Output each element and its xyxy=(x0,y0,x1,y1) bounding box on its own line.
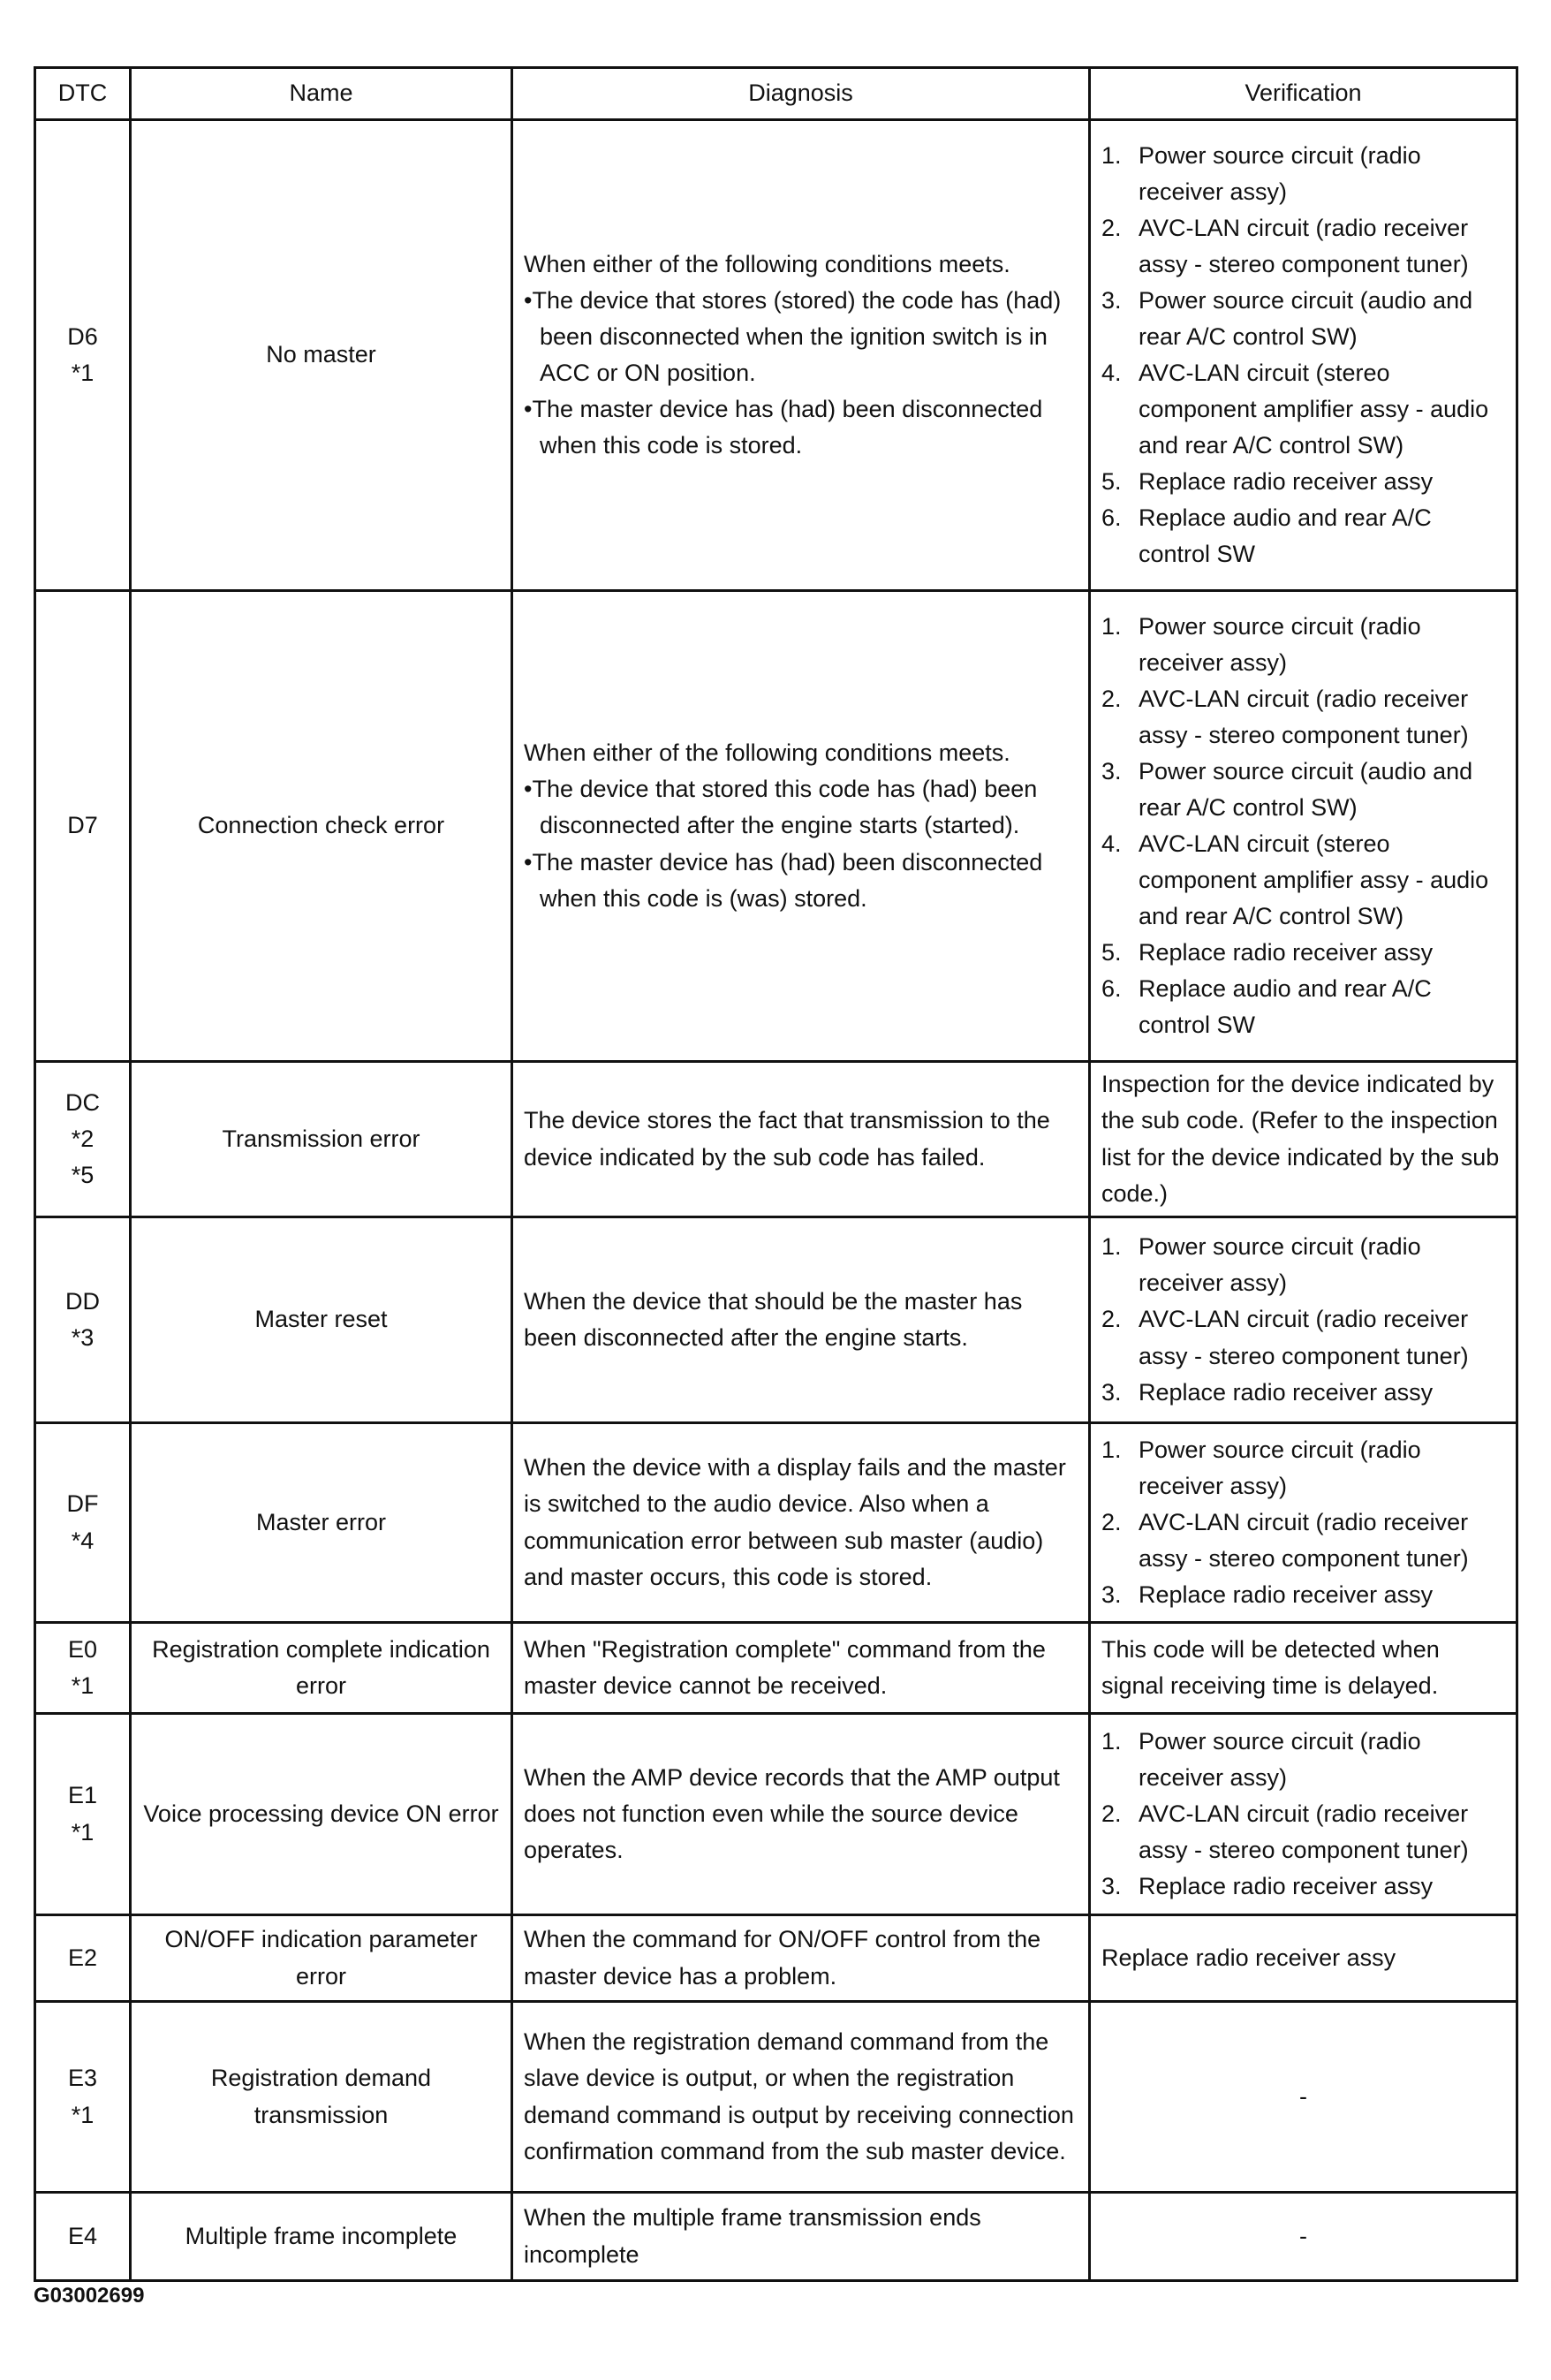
dtc-code-cell xyxy=(35,591,131,1062)
step-number: 1. xyxy=(1101,1727,1122,1755)
step-number: 6. xyxy=(1101,975,1122,1003)
dtc-code: E0 xyxy=(67,1635,98,1663)
diagnosis-cell xyxy=(512,1623,1090,1714)
dtc-code-cell xyxy=(35,2002,131,2193)
step-number: 6. xyxy=(1101,504,1122,532)
diagnosis-bullet-text: The device that stores (stored) the code has (had) been disconnected when the ignition switch is in ACC or ON position. xyxy=(532,286,1062,386)
verification-step xyxy=(1101,826,1505,935)
dtc-code-cell xyxy=(35,1623,131,1714)
dtc-code-cell xyxy=(35,1062,131,1217)
step-number: 3. xyxy=(1101,286,1122,314)
step-text: Power source circuit (radio receiver assy) xyxy=(1139,1233,1421,1297)
dtc-code-cell xyxy=(35,1217,131,1423)
verification-step xyxy=(1101,138,1505,210)
step-text: Power source circuit (radio receiver assy) xyxy=(1139,1436,1421,1499)
verification-step xyxy=(1101,935,1505,971)
step-number: 5. xyxy=(1101,468,1122,496)
step-text: Replace radio receiver assy xyxy=(1139,939,1434,966)
diagnosis-cell xyxy=(512,2002,1090,2193)
dtc-name: Voice processing device ON error xyxy=(131,1714,512,1915)
step-text: Power source circuit (radio receiver assy) xyxy=(1139,612,1421,676)
verification-steps xyxy=(1101,1229,1505,1410)
header-dtc: DTC xyxy=(35,68,131,120)
dtc-code: E2 xyxy=(67,1944,98,1971)
diagnosis-text: The device stores the fact that transmission to the device indicated by the sub code has failed. xyxy=(524,1107,1050,1171)
dtc-name: Registration complete indication error xyxy=(131,1623,512,1714)
diagnosis-cell xyxy=(512,1217,1090,1423)
verification-cell xyxy=(1090,120,1517,591)
dtc-code-cell xyxy=(35,120,131,591)
table-row xyxy=(35,2002,1517,2193)
diagnosis-bullet-text: The master device has (had) been disconnected when this code is (was) stored. xyxy=(532,848,1043,912)
step-text: Replace radio receiver assy xyxy=(1139,468,1434,496)
diagnosis-text: When the AMP device records that the AMP output does not function even while the source device operates. xyxy=(524,1763,1060,1864)
step-text: AVC-LAN circuit (radio receiver assy - stereo component tuner) xyxy=(1139,1306,1469,1369)
bullet-icon: • xyxy=(524,776,533,803)
verification-cell xyxy=(1090,2193,1517,2281)
verification-step xyxy=(1101,1796,1505,1868)
diagnosis-text: When either of the following conditions meets. xyxy=(524,250,1010,277)
header-verification: Verification xyxy=(1090,68,1517,120)
verification-cell xyxy=(1090,1062,1517,1217)
verification-cell xyxy=(1090,1623,1517,1714)
verification-step xyxy=(1101,283,1505,355)
step-text: AVC-LAN circuit (radio receiver assy - stereo component tuner) xyxy=(1139,1508,1469,1573)
step-text: Power source circuit (audio and rear A/C control SW) xyxy=(1139,757,1473,821)
table-row xyxy=(35,1915,1517,2002)
verification-step xyxy=(1101,1577,1505,1613)
dtc-footnote-mark: *1 xyxy=(71,360,95,386)
verification-cell xyxy=(1090,1915,1517,2002)
diagnosis-text: When the device that should be the master has been disconnected after the engine starts. xyxy=(524,1287,1023,1351)
step-text: Replace radio receiver assy xyxy=(1139,1581,1434,1609)
verification-step xyxy=(1101,1868,1505,1905)
dtc-code: E1 xyxy=(67,1782,98,1809)
verification-text: Replace radio receiver assy xyxy=(1101,1944,1396,1971)
dtc-name: Registration demand transmission xyxy=(131,2002,512,2193)
verification-step xyxy=(1101,754,1505,826)
verification-step xyxy=(1101,681,1505,754)
step-number: 4. xyxy=(1101,830,1122,857)
verification-cell xyxy=(1090,1714,1517,1915)
diagnosis-text: When the multiple frame transmission ends incomplete xyxy=(524,2204,981,2268)
bullet-icon: • xyxy=(524,286,533,314)
verification-step xyxy=(1101,464,1505,500)
step-number: 2. xyxy=(1101,214,1122,241)
verification-step xyxy=(1101,1375,1505,1411)
dtc-code: DF xyxy=(66,1490,99,1518)
dtc-code-cell xyxy=(35,1423,131,1623)
dtc-code: E4 xyxy=(67,2222,98,2249)
step-text: Power source circuit (audio and rear A/C control SW) xyxy=(1139,286,1473,350)
verification-text: - xyxy=(1299,2082,1307,2110)
table-header-row xyxy=(35,68,1517,120)
verification-steps xyxy=(1101,1432,1505,1613)
table-row xyxy=(35,1217,1517,1423)
dtc-footnote-mark: *1 xyxy=(71,2101,95,2128)
dtc-code-cell xyxy=(35,2193,131,2281)
step-number: 2. xyxy=(1101,1508,1122,1535)
verification-text: This code will be detected when signal receiving time is delayed. xyxy=(1101,1635,1440,1699)
step-number: 3. xyxy=(1101,1581,1122,1609)
table-body xyxy=(35,120,1517,2281)
header-name: Name xyxy=(131,68,512,120)
dtc-code: DC xyxy=(65,1088,100,1116)
dtc-table xyxy=(34,66,1518,2282)
step-number: 2. xyxy=(1101,1306,1122,1333)
step-number: 3. xyxy=(1101,757,1122,784)
dtc-code: D6 xyxy=(67,322,98,350)
verification-step xyxy=(1101,1432,1505,1505)
verification-step xyxy=(1101,500,1505,572)
verification-steps xyxy=(1101,609,1505,1043)
step-text: Power source circuit (radio receiver assy) xyxy=(1139,141,1421,205)
step-text: AVC-LAN circuit (stereo component amplifier assy - audio and rear A/C control SW) xyxy=(1139,360,1489,459)
table-row xyxy=(35,120,1517,591)
dtc-name: Master error xyxy=(131,1423,512,1623)
step-number: 3. xyxy=(1101,1378,1122,1406)
step-number: 2. xyxy=(1101,1800,1122,1827)
table-row xyxy=(35,1714,1517,1915)
diagnosis-bullet xyxy=(524,845,1078,917)
verification-step xyxy=(1101,1229,1505,1301)
step-number: 4. xyxy=(1101,360,1122,386)
step-text: AVC-LAN circuit (radio receiver assy - stereo component tuner) xyxy=(1139,685,1469,748)
verification-step xyxy=(1101,609,1505,681)
dtc-code-cell xyxy=(35,1915,131,2002)
bullet-icon: • xyxy=(524,396,533,423)
table-row xyxy=(35,591,1517,1062)
step-text: AVC-LAN circuit (stereo component amplifier assy - audio and rear A/C control SW) xyxy=(1139,830,1489,930)
dtc-footnote-mark: *1 xyxy=(71,1818,95,1846)
diagnosis-cell xyxy=(512,1423,1090,1623)
diagnosis-cell xyxy=(512,1714,1090,1915)
dtc-code: E3 xyxy=(67,2065,98,2092)
verification-step xyxy=(1101,1724,1505,1796)
diagnosis-bullet-text: The master device has (had) been disconnected when this code is stored. xyxy=(532,396,1043,459)
step-number: 1. xyxy=(1101,1233,1122,1261)
step-text: AVC-LAN circuit (radio receiver assy - stereo component tuner) xyxy=(1139,214,1469,277)
step-text: Replace radio receiver assy xyxy=(1139,1378,1434,1406)
dtc-code: DD xyxy=(65,1287,100,1315)
dtc-footnote-mark: *4 xyxy=(71,1527,95,1554)
dtc-code: D7 xyxy=(67,812,98,839)
diagnosis-text: When the registration demand command from the slave device is output, or when the registration demand command is output by receiving connection confirmation command from the sub master device. xyxy=(524,2028,1074,2164)
verification-steps xyxy=(1101,138,1505,572)
step-number: 3. xyxy=(1101,1873,1122,1900)
step-text: Power source circuit (radio receiver assy) xyxy=(1139,1727,1421,1791)
step-number: 5. xyxy=(1101,939,1122,966)
verification-cell xyxy=(1090,2002,1517,2193)
diagnosis-text: When "Registration complete" command from the master device cannot be received. xyxy=(524,1635,1046,1699)
step-text: AVC-LAN circuit (radio receiver assy - stereo component tuner) xyxy=(1139,1800,1469,1864)
table-row xyxy=(35,1423,1517,1623)
diagnosis-text: When the device with a display fails and the master is switched to the audio device. Also when a communication error between sub master (audio) and master occurs, this code is stored. xyxy=(524,1454,1066,1590)
dtc-footnote-mark: *3 xyxy=(71,1324,95,1351)
verification-cell xyxy=(1090,1217,1517,1423)
diagnosis-bullet xyxy=(524,771,1078,844)
dtc-name: No master xyxy=(131,120,512,591)
step-number: 1. xyxy=(1101,612,1122,640)
verification-step xyxy=(1101,355,1505,464)
verification-step xyxy=(1101,971,1505,1043)
diagnosis-text: When either of the following conditions meets. xyxy=(524,739,1010,767)
verification-step xyxy=(1101,1505,1505,1577)
diagnosis-cell xyxy=(512,2193,1090,2281)
step-number: 1. xyxy=(1101,141,1122,169)
step-text: Replace audio and rear A/C control SW xyxy=(1139,504,1432,568)
table-row xyxy=(35,1623,1517,1714)
diagnosis-cell xyxy=(512,120,1090,591)
diagnosis-cell xyxy=(512,591,1090,1062)
diagnosis-cell xyxy=(512,1062,1090,1217)
verification-steps xyxy=(1101,1724,1505,1905)
verification-step xyxy=(1101,1301,1505,1374)
verification-cell xyxy=(1090,1423,1517,1623)
step-number: 2. xyxy=(1101,685,1122,712)
figure-code: G03002699 xyxy=(34,2284,145,2308)
dtc-name: Connection check error xyxy=(131,591,512,1062)
dtc-footnote-mark: *5 xyxy=(71,1162,95,1189)
diagnosis-bullet xyxy=(524,283,1078,391)
header-diagnosis: Diagnosis xyxy=(512,68,1090,120)
verification-cell xyxy=(1090,591,1517,1062)
diagnosis-text: When the command for ON/OFF control from the master device has a problem. xyxy=(524,1926,1041,1990)
diagnosis-bullet-text: The device that stored this code has (had) been disconnected after the engine starts (started). xyxy=(532,776,1038,839)
dtc-footnote-mark: *2 xyxy=(71,1125,95,1152)
verification-text: Inspection for the device indicated by the sub code. (Refer to the inspection list for the device indicated by the sub code.) xyxy=(1101,1071,1500,1207)
dtc-name: Multiple frame incomplete xyxy=(131,2193,512,2281)
dtc-code-cell xyxy=(35,1714,131,1915)
bullet-icon: • xyxy=(524,848,533,875)
dtc-name: Transmission error xyxy=(131,1062,512,1217)
step-text: Replace audio and rear A/C control SW xyxy=(1139,975,1432,1039)
table-row xyxy=(35,2193,1517,2281)
diagnosis-bullet xyxy=(524,391,1078,464)
dtc-footnote-mark: *1 xyxy=(71,1672,95,1699)
step-text: Replace radio receiver assy xyxy=(1139,1873,1434,1900)
step-number: 1. xyxy=(1101,1436,1122,1463)
diagnosis-cell xyxy=(512,1915,1090,2002)
dtc-name: Master reset xyxy=(131,1217,512,1423)
table-row xyxy=(35,1062,1517,1217)
verification-text: - xyxy=(1299,2222,1307,2249)
verification-step xyxy=(1101,210,1505,283)
dtc-name: ON/OFF indication parameter error xyxy=(131,1915,512,2002)
